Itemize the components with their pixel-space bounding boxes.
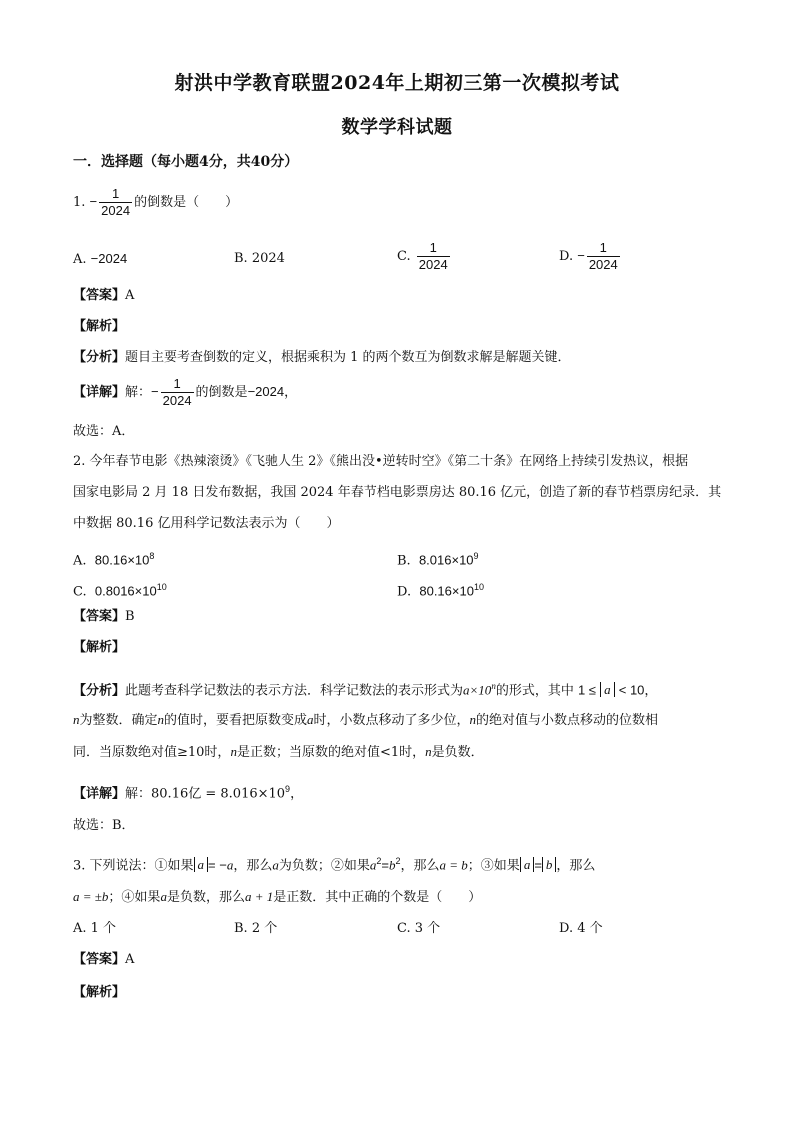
q3-l1-f: = <box>381 857 389 873</box>
q2-fenxi-1 <box>73 676 657 701</box>
q2-fenxi3-text: 同．当原数绝对值≥10时， <box>73 745 231 760</box>
q3-l1-m: b <box>542 857 557 872</box>
q2-fenxi2-c: 时，小数点移动了多少位， <box>313 713 470 728</box>
exam-subtitle: 数学学科试题 <box>341 117 453 138</box>
q1-fraction <box>99 186 132 219</box>
q2-fenxi3-n2: n <box>425 744 432 759</box>
q2-option-a-base: 80.16×10 <box>94 552 150 568</box>
q2-option-a-exp: 8 <box>149 551 155 561</box>
q2-fenxi2-text: 为整数．确定 <box>79 713 158 728</box>
q3-l2-d: 是负数，那么 <box>166 890 245 905</box>
q1-option-c-fraction <box>417 240 450 273</box>
q3-answer-value: A <box>125 952 135 967</box>
q2-fenxi2-d: 的绝对值与小数点移动的位数相 <box>476 713 659 728</box>
q2-fenxi2-a: a <box>307 712 314 727</box>
q1-xiangjie-den: 2024 <box>162 393 192 408</box>
q1-option-c <box>397 240 452 273</box>
q2-option-d-exp: 10 <box>473 582 484 592</box>
q2-fenxi1-d: < 10， <box>618 682 658 698</box>
q3-line-2 <box>73 887 481 908</box>
q3-option-d: D. 4 个 <box>559 921 603 936</box>
q2-fenxi1-b: 的形式，其中 <box>495 683 574 699</box>
q1-xiangjie-value: −2024 <box>247 384 285 399</box>
q1-minus: − <box>89 194 98 209</box>
q1-option-c-letter: C. <box>397 249 411 264</box>
q2-xiangjie-exp: 9 <box>285 784 291 794</box>
q2-option-a <box>73 546 154 571</box>
q1-option-c-num: 1 <box>429 240 437 255</box>
q2-fenxi1-c: 1 ≤ <box>577 682 596 698</box>
q1-fenxi-text: 题目主要考查倒数的定义，根据乘积为 1 的两个数互为倒数求解是解题关键． <box>125 350 571 365</box>
q3-l1-k: a <box>520 857 535 872</box>
q3-l1-b: = − <box>208 857 227 873</box>
q1-answer-label: 【答案】 <box>73 288 126 303</box>
q2-option-c <box>73 577 167 602</box>
q3-answer-label: 【答案】 <box>73 952 126 967</box>
q2-option-b-exp: 9 <box>473 551 479 561</box>
q3-line-1 <box>73 851 595 876</box>
q2-fenxi-3 <box>73 742 484 763</box>
q3-option-a: A. 1 个 <box>73 921 117 936</box>
q1-option-c-den: 2024 <box>418 257 448 272</box>
q2-fenxi-2 <box>73 710 658 731</box>
q2-answer-label: 【答案】 <box>73 609 126 624</box>
q1-xiangjie-fraction <box>161 376 194 409</box>
q1-frac-den: 2024 <box>101 203 131 218</box>
q2-fenxi2-n-leading: n <box>73 712 80 727</box>
q2-fenxi1-a: 此题考查科学记数法的表示方法．科学记数法的表示形式为 <box>125 683 464 699</box>
q1-option-a-letter: A. <box>73 252 87 267</box>
q2-option-d-base: 80.16×10 <box>419 583 474 599</box>
exam-title: 射洪中学教育联盟2024年上期初三第一次模拟考试 <box>174 72 620 94</box>
q2-fenxi2-n: n <box>157 712 165 727</box>
q3-l1-e: 2 <box>376 856 382 866</box>
q2-fenxi3-n: n <box>230 744 237 759</box>
q1-option-b: B. 2024 <box>234 251 285 266</box>
q1-xiangjie-post: 的倒数是 <box>195 385 248 400</box>
q3-option-c: C. 3 个 <box>397 921 441 936</box>
q2-fenxi3-c: 是负数． <box>431 745 484 760</box>
q1-answer-value: A <box>125 288 135 303</box>
q3-l1-b2: b <box>388 857 396 873</box>
q2-xiangjie-text: 解：80.16亿 = 8.016×10 <box>125 786 286 802</box>
q3-l2-e: a + 1 <box>244 889 274 904</box>
q2-fenxi-label: 【分析】 <box>73 683 126 699</box>
q2-option-b <box>397 546 479 571</box>
q1-stem-text: 的倒数是（ ） <box>134 195 239 210</box>
q3-option-b: B. 2 个 <box>234 921 278 936</box>
q2-option-c-base: 0.8016×10 <box>94 583 157 599</box>
q2-jiexi: 【解析】 <box>73 640 126 655</box>
q1-jiexi: 【解析】 <box>73 319 126 334</box>
q2-fenxi3-b: 是正数；当原数的绝对值<1时， <box>236 745 426 760</box>
q3-l1-h: ，那么 <box>400 858 440 874</box>
q3-l2-c: a <box>160 889 167 904</box>
q3-l1-j: ；③如果 <box>467 858 520 874</box>
q1-stem <box>73 186 238 219</box>
q3-l2-b: ；④如果 <box>108 890 161 905</box>
q3-l1-a2: a <box>226 857 234 873</box>
q2-xiangjie-label: 【详解】 <box>73 786 126 802</box>
q1-xiangjie-minus: − <box>151 384 159 399</box>
q2-fenxi2-n2: n <box>469 712 477 727</box>
q1-answer <box>73 286 134 306</box>
q2-option-c-letter: C. <box>73 584 87 600</box>
q2-option-a-letter: A. <box>73 553 87 569</box>
q2-guxuan: 故选：B． <box>73 818 135 833</box>
q2-option-b-base: 8.016×10 <box>418 552 474 568</box>
q3-l1-l: = <box>534 857 542 873</box>
q3-l1-a3: a <box>272 857 279 873</box>
q1-xiangjie <box>73 376 297 409</box>
q3-l1-sq: a <box>369 857 377 873</box>
q1-option-d-den: 2024 <box>588 257 618 272</box>
q2-option-c-exp: 10 <box>156 582 167 592</box>
q3-l1-a: 3. 下列说法：①如果 <box>73 858 194 874</box>
q2-line-3: 中数据 80.16 亿用科学记数法表示为（ ） <box>73 516 340 531</box>
q2-line-2: 国家电影局 2 月 18 日发布数据，我国 2024 年春节档电影票房达 80.16 亿元，创造了新的春节档票房纪录．其 <box>73 485 722 500</box>
q2-option-d-letter: D. <box>397 584 412 600</box>
q1-guxuan: 故选：A． <box>73 424 135 439</box>
q1-frac-num: 1 <box>111 186 120 201</box>
q1-xiangjie-num: 1 <box>173 376 181 391</box>
q3-l2-f: 是正数．其中正确的个数是（ ） <box>273 890 482 905</box>
q1-xiangjie-label: 【详解】 <box>73 385 126 400</box>
section-heading: 一．选择题（每小题4分，共40分） <box>73 154 299 170</box>
q1-xiangjie-pre: 解： <box>125 385 152 400</box>
q2-xiangjie <box>73 779 303 804</box>
q2-fenxi1-abs: a <box>600 682 615 697</box>
q1-option-d-letter: D. <box>559 249 574 264</box>
q2-option-b-letter: B. <box>397 553 411 569</box>
q2-xiangjie-end: ， <box>290 786 304 802</box>
q1-option-d <box>559 240 622 273</box>
q1-fenxi-label: 【分析】 <box>73 350 126 365</box>
q2-fenxi1-expr: a×10 <box>463 682 492 698</box>
q1-option-a <box>73 249 127 270</box>
q1-number: 1. <box>73 195 86 210</box>
q1-option-d-minus: − <box>577 248 585 263</box>
q1-option-a-value: −2024 <box>90 251 128 266</box>
q2-answer <box>73 607 135 627</box>
q3-l1-n: ，那么 <box>556 858 596 874</box>
q3-l1-g: 2 <box>395 856 401 866</box>
q3-jiexi: 【解析】 <box>73 985 126 1000</box>
q3-l1-abs: a <box>194 857 209 872</box>
q2-option-d <box>397 577 484 602</box>
q2-answer-value: B <box>125 609 135 624</box>
q1-xiangjie-end: ， <box>284 385 298 400</box>
q3-l1-c: ，那么 <box>233 858 273 874</box>
q3-l1-d: 为负数；②如果 <box>278 858 370 874</box>
q1-option-d-fraction <box>587 240 620 273</box>
q3-l2-a: a = ±b <box>73 889 109 904</box>
q2-line-1: 2. 今年春节电影《热辣滚烫》《飞驰人生 2》《熊出没•逆转时空》《第二十条》在网络上持续引发热议，根据 <box>73 454 689 469</box>
q1-fenxi <box>73 348 571 368</box>
q2-fenxi2-b: 的值时，要看把原数变成 <box>164 713 308 728</box>
q1-option-d-num: 1 <box>599 240 607 255</box>
q2-fenxi1-exp: n <box>491 681 496 691</box>
q3-answer <box>73 950 134 970</box>
q3-l1-i: a = b <box>439 857 468 873</box>
